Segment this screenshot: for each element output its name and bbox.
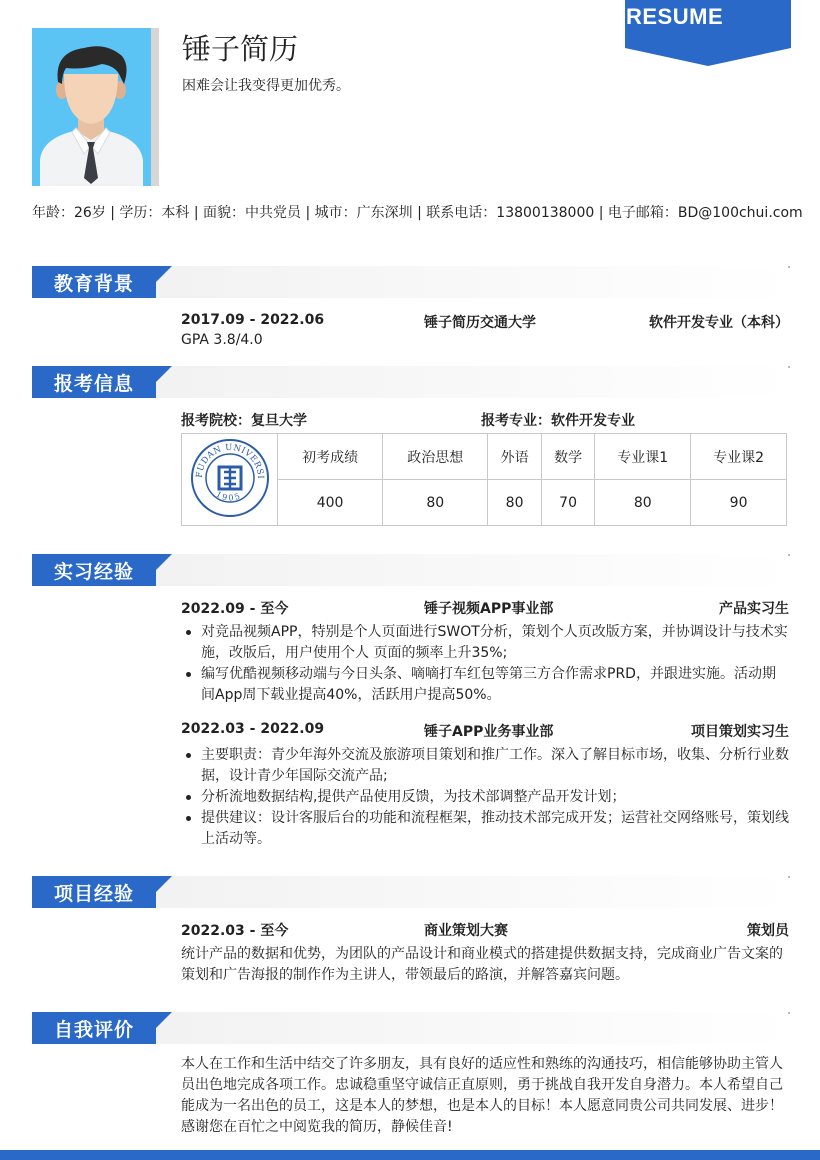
section-title: 报考信息 [32, 366, 156, 398]
job-period: 2022.03 - 2022.09 [181, 721, 325, 737]
exam-school: 报考院校：复旦大学 [181, 413, 307, 429]
table-row [182, 434, 787, 480]
job-role: 产品实习生 [719, 601, 789, 617]
svg-text:FUDAN UNIVERSITY: FUDAN UNIVERSI [194, 442, 265, 479]
university-logo-cell [182, 434, 278, 526]
education-school: 锤子简历交通大学 [424, 315, 536, 331]
avatar [32, 28, 159, 186]
list-item: 提供建议：设计客服后台的功能和流程框架，推动技术部完成开发；运营社交网络账号，策划线上活动等。 [181, 808, 789, 850]
personal-info-line: 年龄：26岁 | 学历：本科 | 面貌：中共党员 | 城市：广东深圳 | 联系电话：13800138000 | 电子邮箱：BD@100chui.com [32, 205, 803, 221]
job-bullet-list [181, 622, 789, 706]
project-role: 策划员 [747, 923, 789, 939]
exam-major: 报考专业：软件开发专业 [481, 413, 635, 429]
job-org: 锤子视频APP事业部 [424, 601, 554, 617]
exam-header-cell: 数学 [541, 434, 595, 480]
education-gpa: GPA 3.8/4.0 [181, 332, 263, 348]
education-major: 软件开发专业（本科） [649, 315, 789, 331]
section-title: 项目经验 [32, 876, 156, 908]
exam-value-cell: 70 [541, 480, 595, 526]
list-item: 对竞品视频APP，特别是个人页面进行SWOT分析，策划个人页改版方案，并协调设计与技术实施，改版后，用户使用个人 页面的频率上升35%; [181, 622, 789, 664]
exam-score-table [181, 433, 787, 526]
section-title: 自我评价 [32, 1012, 156, 1044]
exam-header-cell: 专业课1 [595, 434, 691, 480]
project-name: 商业策划大赛 [424, 923, 508, 939]
person-icon [32, 28, 151, 186]
project-description: 统计产品的数据和优势，为团队的产品设计和商业模式的搭建提供数据支持，完成商业广告文案的策划和广告海报的制作作为主讲人，带领最后的路演，并解答嘉宾问题。 [181, 946, 783, 983]
resume-motto: 困难会让我变得更加优秀。 [182, 78, 350, 94]
exam-value-cell: 80 [383, 480, 488, 526]
footer-bar [0, 1150, 820, 1160]
resume-badge-label: RESUME [626, 4, 724, 29]
section-header-project [32, 876, 790, 910]
exam-value-cell: 80 [488, 480, 542, 526]
avatar-shadow-edge [151, 28, 159, 186]
section-title: 实习经验 [32, 554, 156, 586]
svg-text:1905: 1905 [213, 489, 243, 503]
section-header-self [32, 1012, 790, 1046]
job-org: 锤子APP业务事业部 [424, 724, 554, 740]
exam-value-cell: 400 [278, 480, 383, 526]
exam-header-cell: 专业课2 [691, 434, 787, 480]
list-item: 编写优酷视频移动端与今日头条、嘀嘀打车红包等第三方合作需求PRD，并跟进实施。活动期间App周下载业提高40%，活跃用户提高50%。 [181, 664, 789, 706]
job-bullet-list [181, 745, 789, 850]
exam-value-cell: 90 [691, 480, 787, 526]
exam-value-cell: 80 [595, 480, 691, 526]
section-header-education [32, 266, 790, 300]
project-period: 2022.03 - 至今 [181, 923, 289, 939]
list-item: 主要职责：青少年海外交流及旅游项目策划和推广工作。深入了解目标市场，收集、分析行业数据，设计青少年国际交流产品; [181, 745, 789, 787]
education-period: 2017.09 - 2022.06 [181, 312, 325, 328]
section-header-internship [32, 554, 790, 588]
exam-header-cell: 初考成绩 [278, 434, 383, 480]
self-evaluation-text: 本人在工作和生活中结交了许多朋友，具有良好的适应性和熟练的沟通技巧，相信能够协助主管人员出色地完成各项工作。忠诚稳重坚守诚信正直原则，勇于挑战自我开发自身潜力。本人希望自己能成为一名出色的员工，这是本人的梦想，也是本人的目标！本人愿意同贵公司共同发展、进步！感谢您在百忙之中阅览我的简历，静候佳音! [181, 1056, 783, 1135]
section-title: 教育背景 [32, 266, 156, 298]
resume-name: 锤子简历 [182, 32, 299, 66]
exam-header-cell: 外语 [488, 434, 542, 480]
exam-header-cell: 政治思想 [383, 434, 488, 480]
fudan-university-logo-icon [190, 438, 270, 518]
job-period: 2022.09 - 至今 [181, 601, 289, 617]
list-item: 分析流地数据结构,提供产品使用反馈，为技术部调整产品开发计划； [181, 787, 789, 808]
job-role: 项目策划实习生 [691, 724, 789, 740]
section-header-exam [32, 366, 790, 400]
